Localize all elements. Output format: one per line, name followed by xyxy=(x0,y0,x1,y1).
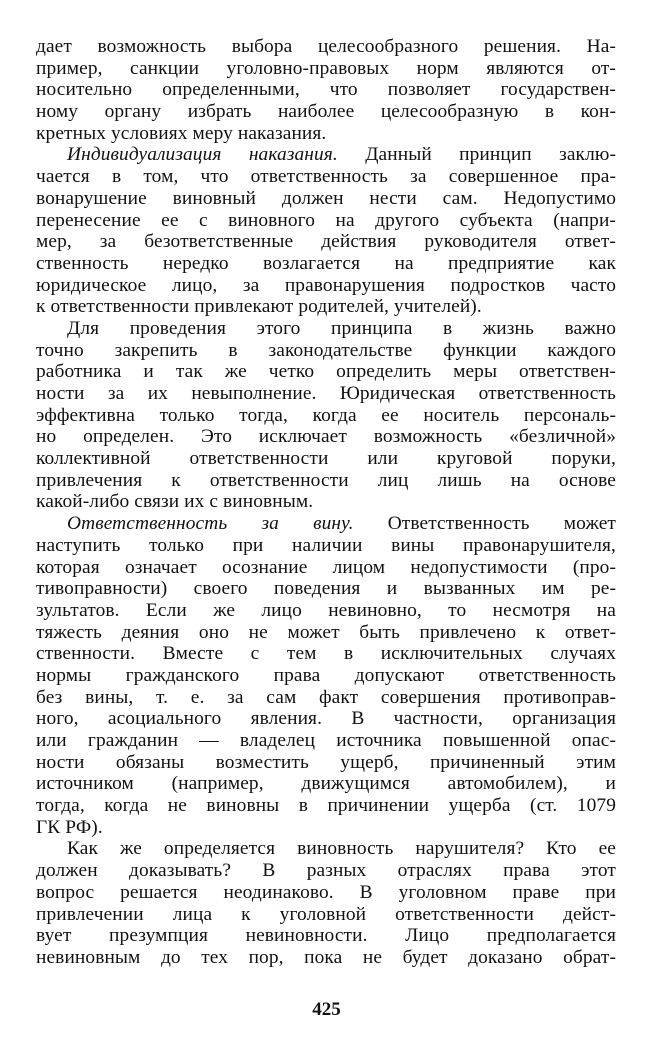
text-line: которая означает осознание лицом недопустимости (про- xyxy=(36,556,616,578)
text-line: какой-либо связи их с виновным. xyxy=(36,491,314,513)
text-line: ного, асоциального явления. В частности, организация xyxy=(36,708,616,730)
text-line: или гражданин — владелец источника повышенной опас- xyxy=(36,730,616,751)
text-line: привлечении лица к уголовной ответственности дейст- xyxy=(36,903,616,925)
section-heading-fault: Ответственность за вину. xyxy=(67,513,354,535)
text-line: пример, санкции уголовно-правовых норм являются от- xyxy=(36,57,616,79)
page-body xyxy=(36,36,616,969)
text-line: привлечения к ответственности лиц лишь на основе xyxy=(36,469,616,491)
text-line: мер, за безответственные действия руководителя ответ- xyxy=(36,231,616,253)
text-line: ГК РФ). xyxy=(36,816,103,838)
text-line: тивоправности) своего поведения и вызванных им ре- xyxy=(36,578,616,600)
text-line: вопрос решается неодинаково. В уголовном праве при xyxy=(36,881,616,903)
text-line: ному органу избрать наиболее целесообразную в кон- xyxy=(36,101,616,123)
text-line: эффективна только тогда, когда ее носитель персональ- xyxy=(36,404,616,426)
text-line: ности за их невыполнение. Юридическая ответственность xyxy=(36,383,616,404)
section-heading-individualization: Индивидуализация наказания. xyxy=(67,144,338,166)
text-line: чается в том, что ответственность за совершенное пра- xyxy=(36,166,616,188)
text-line: нормы гражданского права допускают ответственность xyxy=(36,664,616,686)
text-line: но определен. Это исключает возможность «безличной» xyxy=(36,426,616,448)
text-line: тогда, когда не виновны в причинении ущерба (ст. 1079 xyxy=(36,795,616,817)
text-line-part: Ответственность может xyxy=(387,513,616,535)
text-line xyxy=(36,144,616,166)
text-line: кретных условиях меру наказания. xyxy=(36,122,327,144)
page-number: 425 xyxy=(312,999,341,1020)
text-line: коллективной ответственности или круговой поруки, xyxy=(36,448,616,470)
text-line-part: Данный принцип заклю- xyxy=(365,144,616,166)
text-line: Как же определяется виновность нарушителя? Кто ее xyxy=(67,838,616,860)
text-line: должен доказывать? В разных отраслях права этот xyxy=(36,860,616,882)
text-line: ности обязаны возместить ущерб, причиненный этим xyxy=(36,751,616,773)
text-line: источником (например, движущимся автомобилем), и xyxy=(36,773,616,795)
text-line: вует презумпция невиновности. Лицо предполагается xyxy=(36,925,616,947)
text-line: перенесение ее с виновного на другого субъекта (напри- xyxy=(36,209,616,231)
text-line: дает возможность выбора целесообразного решения. На- xyxy=(36,36,616,57)
text-line: к ответственности привлекают родителей, учителей). xyxy=(36,296,482,318)
text-line: юридическое лицо, за правонарушения подростков часто xyxy=(36,274,616,296)
text-line: ственность нередко возлагается на предприятие как xyxy=(36,252,616,274)
text-line: тяжесть деяния оно не может быть привлечено к ответ- xyxy=(36,621,616,643)
text-line: работника и так же четко определить меры ответствен- xyxy=(36,361,616,383)
text-line: ственности. Вместе с тем в исключительных случаях xyxy=(36,643,616,665)
text-line: зультатов. Если же лицо невиновно, то несмотря на xyxy=(36,599,616,621)
text-line: носительно определенными, что позволяет государствен- xyxy=(36,79,616,101)
text-line: Для проведения этого принципа в жизнь важно xyxy=(67,317,616,339)
text-line: точно закрепить в законодательстве функции каждого xyxy=(36,339,616,361)
text-line: невиновным до тех пор, пока не будет доказано обрат- xyxy=(36,946,616,968)
text-line: наступить только при наличии вины правонарушителя, xyxy=(36,534,616,556)
text-line: без вины, т. е. за сам факт совершения противоправ- xyxy=(36,686,616,708)
text-line xyxy=(36,513,616,535)
text-line: вонарушение виновный должен нести сам. Недопустимо xyxy=(36,187,616,209)
